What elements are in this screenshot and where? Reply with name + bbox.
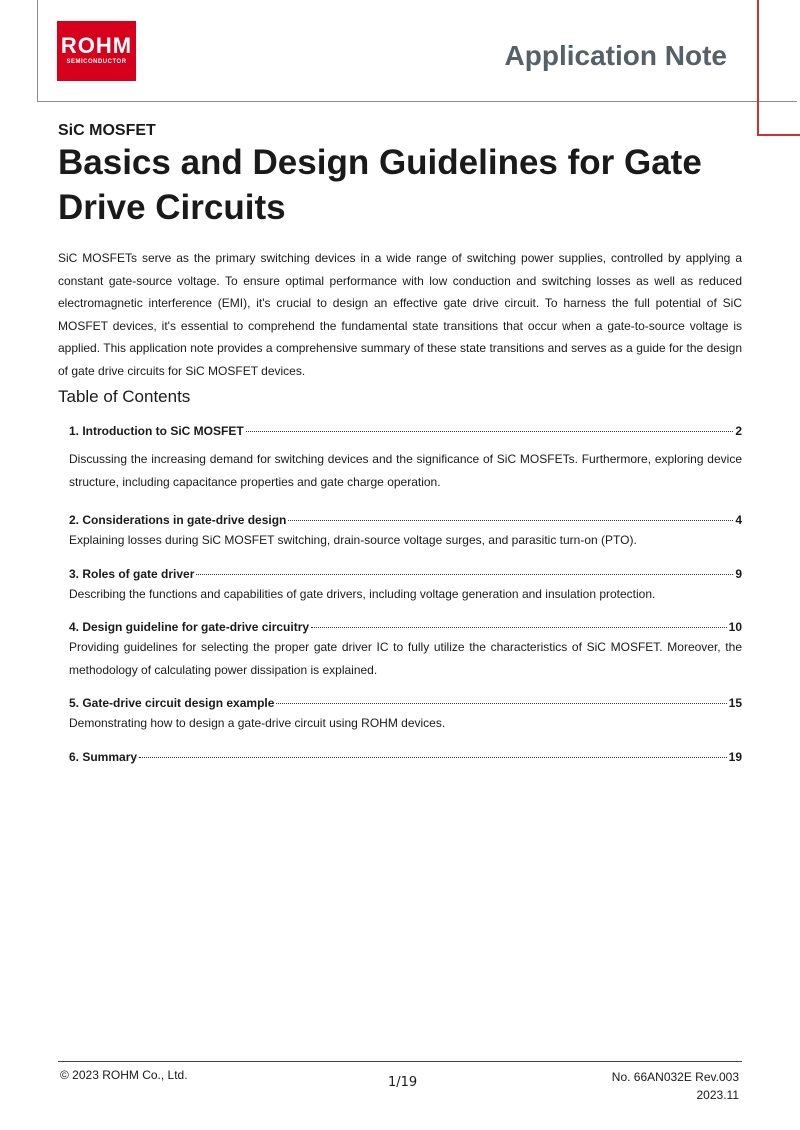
- footer-date: 2023.11: [696, 1088, 739, 1102]
- header-frame-rule: [37, 101, 797, 102]
- toc-entry-description: Explaining losses during SiC MOSFET switching, drain-source voltage surges, and parasitic turn-on (PTO).: [69, 533, 637, 547]
- toc-entry-description: Demonstrating how to design a gate-drive circuit using ROHM devices.: [69, 716, 446, 730]
- toc-entry-page: 19: [728, 749, 742, 764]
- footer-doc-number: No. 66AN032E Rev.003: [611, 1070, 739, 1084]
- toc-link[interactable]: [69, 618, 742, 636]
- toc-entry-title: 6. Summary: [69, 749, 138, 764]
- footer-page-number: 1/19: [388, 1075, 418, 1090]
- footer-copyright: © 2023 ROHM Co., Ltd.: [60, 1068, 188, 1082]
- toc-leader: [196, 574, 733, 575]
- toc-entry: [69, 511, 742, 552]
- toc-link[interactable]: [69, 511, 742, 529]
- red-accent-horizontal: [757, 134, 800, 136]
- toc-entry-title: 3. Roles of gate driver: [69, 566, 195, 581]
- toc-entry-title: 5. Gate-drive circuit design example: [69, 696, 275, 710]
- table-of-contents: [69, 422, 742, 766]
- toc-entry-description: Discussing the increasing demand for switching devices and the significance of SiC MOSFETs. Furthermore, exploring device structure, including capacitance properties and gate charge operation.: [69, 452, 742, 489]
- toc-entry-page: 2: [735, 424, 742, 438]
- logo-text: ROHM: [60, 33, 133, 58]
- toc-link[interactable]: [69, 422, 742, 440]
- red-accent-vertical: [757, 0, 759, 136]
- toc-entry: [69, 422, 742, 493]
- toc-leader: [246, 431, 734, 432]
- logo-subtext: SEMICONDUCTOR: [66, 59, 127, 65]
- intro-paragraph: SiC MOSFETs serve as the primary switching devices in a wide range of switching power supplies, controlled by applying a constant gate-source voltage. To ensure optimal performance with low conduction and switching losses as well as reduced electromagnetic interference (EMI), it's crucial to design an effective gate drive circuit. To harness the full potential of SiC MOSFET devices, it's essential to comprehend the fundamental state transitions that occur when a gate-to-source voltage is applied. This application note provides a comprehensive summary of these state transitions and serves as a guide for the design of gate drive circuits for SiC MOSFET devices.: [58, 251, 742, 378]
- footer-rule: [58, 1061, 742, 1062]
- toc-entry-page: 4: [735, 513, 742, 527]
- category-label: SiC MOSFET: [58, 122, 156, 139]
- toc-entry-title: 4. Design guideline for gate-drive circuitry: [69, 620, 310, 634]
- toc-entry-description: Providing guidelines for selecting the proper gate driver IC to fully utilize the characteristics of SiC MOSFET. Moreover, the methodology of calculating power dissipation is explained.: [69, 640, 742, 677]
- document-type: Application Note: [504, 40, 727, 71]
- toc-heading: Table of Contents: [58, 387, 191, 406]
- toc-leader: [288, 520, 733, 521]
- toc-entry: [69, 565, 742, 606]
- toc-entry-page: 15: [728, 696, 742, 710]
- toc-entry-title: 1. Introduction to SiC MOSFET: [69, 424, 244, 438]
- toc-entry-title: 2. Considerations in gate-drive design: [69, 513, 287, 527]
- document-title: Basics and Design Guidelines for Gate Drive Circuits: [58, 143, 702, 227]
- toc-link[interactable]: [69, 565, 742, 583]
- toc-entry: [69, 748, 742, 766]
- toc-leader: [311, 627, 727, 628]
- toc-link[interactable]: [69, 694, 742, 712]
- toc-leader: [276, 703, 726, 704]
- toc-link[interactable]: [69, 748, 742, 766]
- footer-doc-info: [612, 1068, 739, 1104]
- header-frame-left: [37, 0, 38, 101]
- toc-entry-page: 10: [728, 620, 742, 634]
- toc-leader: [139, 757, 727, 758]
- toc-entry: [69, 618, 742, 681]
- rohm-logo: [57, 21, 136, 81]
- toc-entry-page: 9: [735, 566, 742, 581]
- toc-entry: [69, 694, 742, 735]
- toc-entry-description: Describing the functions and capabilities of gate drivers, including voltage generation and insulation protection.: [69, 586, 656, 601]
